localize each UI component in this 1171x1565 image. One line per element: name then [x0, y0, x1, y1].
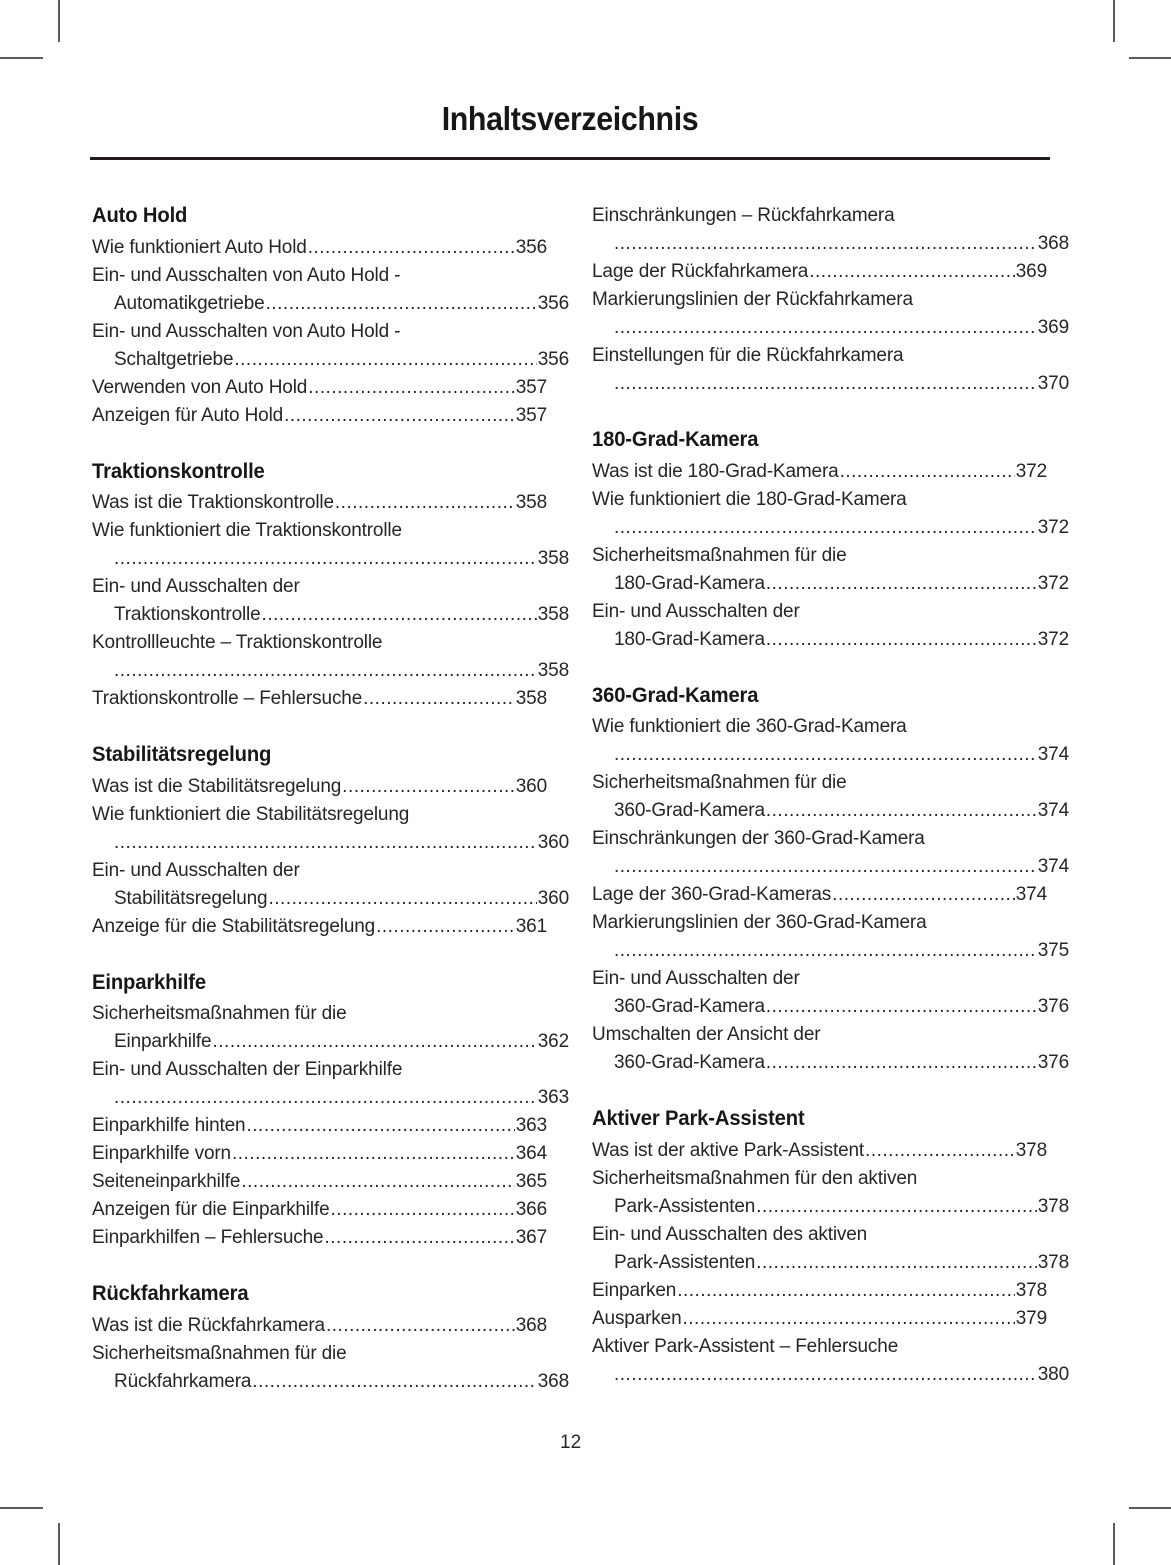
crop-mark-bottom-left-vertical [58, 1523, 60, 1565]
leader-dots [262, 601, 537, 629]
toc-entry-title: Ein- und Ausschalten der [92, 859, 300, 881]
leader-dots [114, 829, 537, 857]
toc-section-heading[interactable]: Rückfahrkamera [92, 1281, 249, 1306]
toc-section [92, 741, 569, 941]
toc-entry-line [592, 598, 1047, 626]
toc-entry-line [92, 1168, 547, 1196]
toc-entry[interactable] [92, 374, 547, 402]
toc-entry-title: Sicherheitsmaßnahmen für die [92, 1342, 347, 1364]
leader-dots [766, 993, 1037, 1021]
toc-entry-line [92, 573, 547, 601]
toc-entry-page-number: 378 [1037, 1195, 1069, 1217]
toc-entry[interactable] [592, 342, 1069, 398]
toc-entry[interactable] [92, 913, 547, 941]
toc-entry-page-number: 374 [1037, 856, 1069, 878]
toc-entry-line [92, 773, 547, 801]
toc-entry[interactable] [92, 517, 569, 573]
toc-entry-title: Anzeige für die Stabilitätsregelung [92, 915, 376, 937]
leader-dots [324, 1224, 514, 1252]
toc-entry-line-continued [592, 626, 1069, 654]
toc-entry-page-number: 356 [537, 348, 569, 370]
toc-entry[interactable] [592, 713, 1069, 769]
toc-section-heading[interactable]: 180-Grad-Kamera [592, 427, 759, 451]
toc-entry-line [92, 1312, 547, 1340]
toc-entry-line [592, 909, 1047, 937]
toc-entry-page-number: 378 [1015, 1279, 1047, 1301]
leader-dots [284, 402, 515, 430]
toc-entry-title: Wie funktioniert die 180-Grad-Kamera [592, 488, 907, 510]
toc-entry[interactable] [592, 1277, 1047, 1305]
toc-entry[interactable] [592, 1137, 1047, 1165]
toc-section [592, 1105, 1069, 1389]
toc-entry-page-number: 370 [1037, 373, 1069, 394]
toc-entry[interactable] [92, 262, 569, 318]
toc-entry-title: Was ist der aktive Park-Assistent [592, 1139, 865, 1161]
toc-entry-page-number: 374 [1015, 884, 1047, 906]
toc-section [592, 682, 1069, 1078]
toc-entry-title: Seiteneinparkhilfe [92, 1171, 241, 1193]
toc-entry[interactable] [92, 685, 547, 713]
toc-entry-line [92, 1000, 547, 1028]
toc-entry-line [92, 234, 547, 262]
toc-entry-title: Aktiver Park-Assistent – Fehlersuche [592, 1335, 899, 1357]
leader-dots [766, 570, 1037, 598]
toc-entry-page-number: 360 [515, 775, 547, 797]
toc-entry-page-number: 368 [1037, 233, 1069, 254]
toc-entry-page-number: 374 [1037, 744, 1069, 766]
toc-entry-line [92, 1196, 547, 1224]
leader-dots [766, 797, 1037, 825]
toc-entry-line-continued [92, 657, 569, 685]
toc-entry-title: Einparkhilfe vorn [92, 1143, 231, 1165]
toc-section [92, 202, 569, 430]
toc-entry-title: Lage der 360-Grad-Kameras [592, 884, 832, 906]
toc-entry[interactable] [592, 1305, 1047, 1333]
toc-entry-line-continued [92, 885, 569, 913]
header-divider-rule [90, 157, 1050, 160]
toc-entry-line [592, 965, 1047, 993]
leader-dots [363, 685, 515, 713]
toc-entry-line [592, 1277, 1047, 1305]
crop-mark-bottom-left-horizontal [0, 1507, 43, 1509]
toc-entry-line [92, 629, 547, 657]
toc-entry[interactable] [92, 1168, 547, 1196]
toc-entry-page-number: 365 [515, 1171, 547, 1193]
toc-column-left [92, 202, 569, 1396]
toc-entry-title: Einparkhilfe hinten [92, 1115, 246, 1137]
toc-entry-line-continued [592, 1193, 1069, 1221]
toc-entry[interactable] [92, 629, 569, 685]
leader-dots [266, 290, 537, 318]
toc-entry-page-number: 366 [515, 1199, 547, 1221]
toc-entry-line [92, 517, 547, 545]
toc-entry[interactable] [92, 1140, 547, 1168]
page-number-folio: 12 [560, 1432, 582, 1453]
toc-entry-line-continued [592, 853, 1069, 881]
toc-entry-line-continued [592, 797, 1069, 825]
toc-entry-page-number: 372 [1037, 628, 1069, 650]
toc-entry[interactable] [592, 458, 1047, 486]
toc-entry-page-number: 376 [1037, 996, 1069, 1018]
toc-entry[interactable] [592, 881, 1047, 909]
toc-entry-page-number: 367 [515, 1227, 547, 1249]
toc-entry[interactable] [92, 1224, 547, 1252]
toc-entry[interactable] [592, 965, 1069, 1021]
toc-entry-title: Automatikgetriebe [114, 292, 265, 314]
toc-entry-page-number: 364 [515, 1143, 547, 1165]
leader-dots [756, 1249, 1037, 1277]
leader-dots [766, 626, 1037, 654]
toc-entry-title: Ein- und Ausschalten von Auto Hold - [92, 264, 401, 286]
toc-entry-title: Rückfahrkamera [114, 1370, 252, 1392]
toc-entry-page-number: 356 [515, 236, 547, 258]
toc-section-heading[interactable]: Auto Hold [92, 203, 188, 227]
toc-entry-title: Einparkhilfen – Fehlersuche [92, 1227, 324, 1249]
toc-entry-title: Traktionskontrolle – Fehlersuche [92, 688, 363, 710]
toc-entry-page-number: 360 [537, 887, 569, 909]
leader-dots [614, 1361, 1037, 1389]
leader-dots [614, 514, 1037, 542]
toc-entry-line [592, 458, 1047, 486]
toc-entry-line [92, 262, 547, 290]
toc-entry-line-continued [92, 346, 569, 374]
toc-entry-title: Traktionskontrolle [114, 604, 261, 626]
leader-dots [809, 258, 1015, 286]
leader-dots [246, 1112, 514, 1140]
toc-entry[interactable] [592, 1333, 1069, 1389]
toc-entry-line [92, 374, 547, 402]
toc-entry-line-continued [592, 514, 1069, 542]
leader-dots [331, 1196, 515, 1224]
toc-entry-page-number: 369 [1015, 261, 1047, 282]
toc-entry-title: Stabilitätsregelung [114, 887, 268, 909]
toc-entry-line-continued [592, 570, 1069, 598]
toc-entry-line [592, 1221, 1047, 1249]
leader-dots [614, 853, 1037, 881]
toc-entry[interactable] [592, 825, 1069, 881]
toc-entry[interactable] [92, 1056, 569, 1112]
leader-dots [308, 374, 515, 402]
leader-dots [335, 489, 515, 517]
toc-entry-line-continued [92, 1084, 569, 1112]
toc-entry-line-continued [592, 1361, 1069, 1389]
leader-dots [614, 370, 1037, 398]
toc-entry-title: Ein- und Ausschalten der [592, 968, 800, 990]
toc-section-heading[interactable]: 360-Grad-Kamera [592, 682, 759, 707]
toc-entry-page-number: 358 [537, 548, 569, 570]
crop-mark-bottom-right-vertical [1113, 1523, 1115, 1565]
toc-entry-line-continued [92, 829, 569, 857]
toc-entry-page-number: 379 [1015, 1307, 1047, 1329]
toc-entry[interactable] [92, 801, 569, 857]
crop-mark-top-left-vertical [58, 0, 60, 42]
toc-entry-line [92, 857, 547, 885]
toc-entry-line-continued [592, 937, 1069, 965]
toc-entry-title: 180-Grad-Kamera [614, 628, 765, 650]
toc-entry-title: 360-Grad-Kamera [614, 996, 765, 1018]
leader-dots [865, 1137, 1015, 1165]
leader-dots [241, 1168, 514, 1196]
toc-entry-title: Sicherheitsmaßnahmen für die [592, 544, 847, 566]
toc-entry-line-continued [592, 1249, 1069, 1277]
toc-section [92, 1280, 569, 1396]
toc-section [592, 202, 1069, 398]
leader-dots [614, 741, 1037, 769]
toc-entry-page-number: 375 [1037, 940, 1069, 962]
leader-dots [832, 881, 1015, 909]
toc-entry-page-number: 358 [515, 492, 547, 514]
toc-entry-title: Markierungslinien der Rückfahrkamera [592, 289, 913, 310]
toc-entry-title: Einparkhilfe [114, 1031, 212, 1053]
toc-section [92, 458, 569, 714]
leader-dots [232, 1140, 515, 1168]
toc-entry-page-number: 356 [537, 292, 569, 314]
toc-entry-line [592, 1305, 1047, 1333]
leader-dots [234, 346, 536, 374]
toc-entry-title: Ausparken [592, 1307, 682, 1329]
leader-dots [683, 1305, 1015, 1333]
toc-entry-title: Ein- und Ausschalten der [592, 600, 800, 622]
toc-entry-title: 180-Grad-Kamera [614, 572, 765, 594]
toc-entry-line [592, 881, 1047, 909]
crop-mark-top-left-horizontal [0, 57, 43, 59]
toc-entry-page-number: 368 [515, 1314, 547, 1336]
toc-entry-line [92, 801, 547, 829]
toc-entry-line [92, 685, 547, 713]
toc-entry-title: Einschränkungen der 360-Grad-Kamera [592, 828, 925, 850]
toc-entry-page-number: 360 [537, 831, 569, 853]
toc-entry-line [592, 713, 1047, 741]
leader-dots [326, 1312, 515, 1340]
toc-entry[interactable] [592, 202, 1069, 258]
toc-entry-page-number: 358 [537, 660, 569, 682]
toc-entry-line-continued [592, 741, 1069, 769]
toc-entry-line-continued [92, 290, 569, 318]
toc-entry-title: Wie funktioniert Auto Hold [92, 236, 307, 258]
toc-entry[interactable] [92, 234, 547, 262]
toc-entry-line [592, 542, 1047, 570]
toc-entry-title: Was ist die Traktionskontrolle [92, 492, 334, 514]
toc-entry[interactable] [92, 857, 569, 913]
toc-entry-title: Wie funktioniert die Traktionskontrolle [92, 520, 402, 542]
toc-entry-title: Anzeigen für Auto Hold [92, 404, 284, 426]
leader-dots [766, 1049, 1037, 1077]
toc-entry-title: Sicherheitsmaßnahmen für die [92, 1003, 347, 1025]
toc-entry-line [92, 318, 547, 346]
toc-entry-title: Umschalten der Ansicht der [592, 1024, 821, 1046]
toc-entry-line-continued [92, 545, 569, 573]
toc-entry[interactable] [592, 909, 1069, 965]
toc-entry-title: Park-Assistenten [614, 1195, 756, 1217]
toc-entry[interactable] [92, 1196, 547, 1224]
toc-entry-line [592, 1137, 1047, 1165]
toc-entry[interactable] [92, 402, 547, 430]
toc-entry-page-number: 357 [515, 404, 547, 426]
toc-entry-line [92, 1340, 547, 1368]
toc-entry-line [592, 258, 1047, 286]
toc-entry-line [592, 1021, 1047, 1049]
toc-entry-page-number: 368 [537, 1370, 569, 1392]
toc-section-heading[interactable]: Aktiver Park-Assistent [592, 1106, 805, 1131]
toc-entry[interactable] [592, 542, 1069, 598]
toc-entry-line [92, 913, 547, 941]
toc-entry-title: Was ist die 180-Grad-Kamera [592, 460, 839, 482]
toc-entry-page-number: 363 [537, 1087, 569, 1109]
toc-entry-line [92, 402, 547, 430]
toc-entry-title: Sicherheitsmaßnahmen für die [592, 772, 847, 794]
toc-entry[interactable] [592, 1165, 1069, 1221]
crop-mark-top-right-horizontal [1129, 57, 1171, 59]
toc-entry[interactable] [592, 598, 1069, 654]
toc-entry-title: Ein- und Ausschalten der [92, 576, 300, 598]
toc-entry[interactable] [592, 769, 1069, 825]
toc-entry-page-number: 380 [1037, 1363, 1069, 1385]
toc-section-heading[interactable]: Stabilitätsregelung [92, 742, 272, 767]
toc-entry[interactable] [92, 489, 547, 517]
toc-entry[interactable] [592, 1021, 1069, 1077]
toc-entry-title: Einparken [592, 1279, 677, 1301]
toc-entry-line-continued [92, 601, 569, 629]
toc-entry-page-number: 362 [537, 1031, 569, 1053]
toc-entry-page-number: 358 [537, 604, 569, 626]
toc-entry-page-number: 378 [1037, 1251, 1069, 1273]
toc-entry[interactable] [592, 1221, 1069, 1277]
toc-entry-line-continued [92, 1368, 569, 1396]
toc-entry-line [92, 1112, 547, 1140]
leader-dots [114, 657, 537, 685]
toc-entry-title: Lage der Rückfahrkamera [592, 261, 809, 282]
toc-entry-line [592, 342, 1047, 370]
toc-entry-title: Einstellungen für die Rückfahrkamera [592, 345, 904, 366]
toc-entry-line-continued [592, 993, 1069, 1021]
toc-section-heading[interactable]: Traktionskontrolle [92, 458, 265, 483]
toc-entry-page-number: 374 [1037, 800, 1069, 822]
toc-entry-title: Was ist die Rückfahrkamera [92, 1314, 325, 1336]
toc-column-right [592, 202, 1069, 1389]
toc-entry[interactable] [92, 1340, 569, 1396]
toc-entry-page-number: 372 [1015, 460, 1047, 482]
leader-dots [268, 885, 536, 913]
toc-entry-line [592, 286, 1047, 314]
toc-entry-page-number: 378 [1015, 1139, 1047, 1161]
toc-entry-title: Ein- und Ausschalten von Auto Hold - [92, 320, 401, 342]
toc-entry[interactable] [92, 1112, 547, 1140]
crop-mark-bottom-right-horizontal [1129, 1507, 1171, 1509]
leader-dots [756, 1193, 1037, 1221]
leader-dots [212, 1028, 536, 1056]
toc-entry[interactable] [92, 773, 547, 801]
toc-entry-title: Schaltgetriebe [114, 348, 234, 370]
toc-entry-line-continued [592, 314, 1069, 342]
toc-entry-title: Wie funktioniert die Stabilitätsregelung [92, 803, 410, 825]
toc-entry-title: Anzeigen für die Einparkhilfe [92, 1199, 330, 1221]
toc-entry-line-continued [592, 370, 1069, 398]
toc-entry[interactable] [92, 1312, 547, 1340]
toc-section [92, 969, 569, 1253]
toc-entry-page-number: 369 [1037, 317, 1069, 338]
toc-entry-title: Verwenden von Auto Hold [92, 376, 308, 398]
toc-entry-title: Ein- und Ausschalten des aktiven [592, 1223, 868, 1245]
leader-dots [614, 314, 1037, 342]
toc-entry-page-number: 363 [515, 1115, 547, 1137]
toc-entry-title: Sicherheitsmaßnahmen für den aktiven [592, 1167, 918, 1189]
page-title: Inhaltsverzeichnis [441, 100, 699, 137]
leader-dots [114, 545, 537, 573]
toc-entry-page-number: 357 [515, 376, 547, 398]
toc-entry[interactable] [592, 286, 1069, 342]
toc-entry-line [592, 825, 1047, 853]
toc-entry-line-continued [592, 1049, 1069, 1077]
toc-entry-title: Park-Assistenten [614, 1251, 756, 1273]
leader-dots [308, 234, 515, 262]
toc-entry-line [92, 1140, 547, 1168]
toc-entry-line [592, 769, 1047, 797]
leader-dots [614, 230, 1037, 258]
toc-entry[interactable] [592, 258, 1047, 286]
toc-entry-title: Markierungslinien der 360-Grad-Kamera [592, 912, 927, 934]
toc-entry[interactable] [592, 486, 1069, 542]
toc-entry-line [92, 489, 547, 517]
toc-entry-title: 360-Grad-Kamera [614, 1052, 765, 1074]
toc-columns [0, 202, 1171, 1402]
toc-entry-line [592, 486, 1047, 514]
toc-entry-page-number: 372 [1037, 516, 1069, 538]
toc-entry-line [92, 1224, 547, 1252]
crop-mark-top-right-vertical [1113, 0, 1115, 42]
toc-entry-page-number: 376 [1037, 1052, 1069, 1074]
leader-dots [614, 937, 1037, 965]
leader-dots [342, 773, 515, 801]
toc-entry-title: Kontrollleuchte – Traktionskontrolle [92, 632, 383, 654]
toc-entry[interactable] [92, 318, 569, 374]
leader-dots [376, 913, 515, 941]
toc-section [592, 426, 1069, 654]
leader-dots [252, 1368, 536, 1396]
toc-entry-line [592, 1165, 1047, 1193]
toc-entry-line-continued [592, 230, 1069, 258]
toc-entry-title: Wie funktioniert die 360-Grad-Kamera [592, 716, 907, 738]
leader-dots [677, 1277, 1015, 1305]
toc-entry-page-number: 361 [515, 915, 547, 937]
toc-entry-line [592, 1333, 1047, 1361]
toc-entry[interactable] [92, 573, 569, 629]
toc-entry-line [592, 202, 1047, 230]
leader-dots [114, 1084, 537, 1112]
toc-entry-line-continued [92, 1028, 569, 1056]
leader-dots [840, 458, 1015, 486]
toc-entry-title: Einschränkungen – Rückfahrkamera [592, 205, 895, 226]
toc-entry-page-number: 358 [515, 688, 547, 710]
toc-entry[interactable] [92, 1000, 569, 1056]
toc-entry-title: Ein- und Ausschalten der Einparkhilfe [92, 1059, 403, 1081]
toc-section-heading[interactable]: Einparkhilfe [92, 969, 206, 994]
toc-entry-line [92, 1056, 547, 1084]
toc-entry-title: 360-Grad-Kamera [614, 800, 765, 822]
toc-entry-title: Was ist die Stabilitätsregelung [92, 775, 342, 797]
toc-entry-page-number: 372 [1037, 572, 1069, 594]
